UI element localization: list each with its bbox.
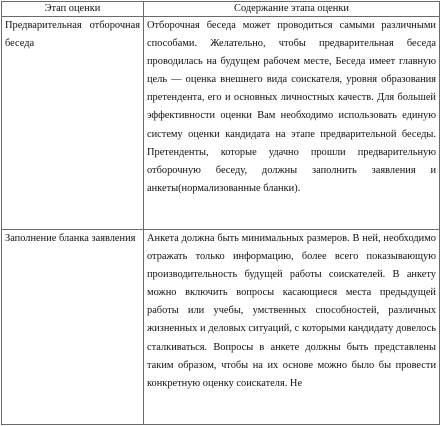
content-text: Отборочная беседа может проводиться самыми различными способами. Желательно, чтобы предварительная беседа проводилась на будущем рабочем месте, Беседа имеет главную цель — оценка внешнего вида соискателя, уровня образования претендента, его и основных личностных качеств. Для большей эффективности оценки Вам необходимо использовать единую систему оценки кандидата на этапе предварительной беседы. Претенденты, которые удачно прошли предварительную отборочную беседу, должны заполнить заявления и анкеты(нормализованные бланки). bbox=[147, 20, 436, 194]
stage-text: Заполнение бланка заявления bbox=[5, 233, 136, 244]
table-row bbox=[2, 230, 440, 425]
content-text: Анкета должна быть минимальных размеров. В ней, необходимо отражать только информацию, более всего показывающую производительность будущей работы соискателей. В анкету можно включить вопросы касающиеся места предыдущей работы или учебы, умственных способностей, различных жизненных и деловых ситуаций, с которыми кандидату довелось сталкиваться. Вопросы в анкете должны быть представлены таким образом, чтобы на их основе можно было бы провести конкретную оценку соискателя. Не bbox=[147, 233, 436, 389]
assessment-stages-table bbox=[1, 1, 440, 425]
table-header-row bbox=[2, 2, 440, 17]
stage-cell bbox=[2, 17, 144, 230]
content-cell bbox=[144, 17, 440, 230]
header-content: Содержание этапа оценки bbox=[144, 2, 440, 17]
stage-text: Предварительная отборочная беседа bbox=[5, 20, 140, 50]
stage-cell bbox=[2, 230, 144, 425]
table-row bbox=[2, 17, 440, 230]
header-stage: Этап оценки bbox=[2, 2, 144, 17]
content-cell bbox=[144, 230, 440, 425]
